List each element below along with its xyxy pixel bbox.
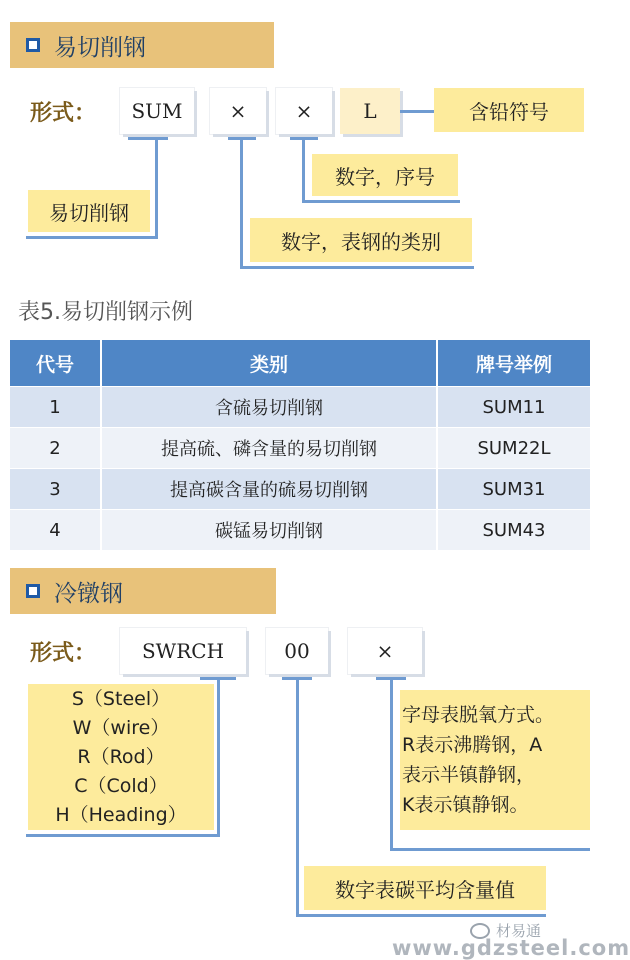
cell-code: 1 xyxy=(10,387,101,428)
code-box-x2: × xyxy=(276,88,332,134)
cell-grade: SUM31 xyxy=(437,469,590,510)
section-title: 冷镦钢 xyxy=(54,580,123,607)
section-title: 易切削钢 xyxy=(54,34,146,61)
connector-line xyxy=(26,236,158,239)
table-header-row xyxy=(10,340,590,387)
section-header-free-cutting-steel xyxy=(10,22,274,68)
cell-grade: SUM43 xyxy=(437,510,590,551)
table-row xyxy=(10,469,590,510)
table-row xyxy=(10,510,590,551)
form-label: 形式： xyxy=(30,641,97,666)
cell-code: 4 xyxy=(10,510,101,551)
cell-code: 2 xyxy=(10,428,101,469)
deoxidation-line: K表示镇静钢。 xyxy=(402,794,529,816)
note-steel-name: 易切削钢 xyxy=(28,190,150,232)
connector-line xyxy=(390,677,393,851)
connector-line xyxy=(302,200,460,203)
watermark-url: www.gdzsteel.com xyxy=(392,936,630,960)
note-deoxidation xyxy=(400,690,590,830)
connector-line xyxy=(302,137,305,203)
connector-line xyxy=(390,848,590,851)
table-row xyxy=(10,387,590,428)
deoxidation-line: R表示沸腾钢，A xyxy=(402,734,543,756)
code-box-x1: × xyxy=(210,88,266,134)
connector-line xyxy=(240,266,474,269)
cell-code: 3 xyxy=(10,469,101,510)
deoxidation-line: 表示半镇静钢， xyxy=(402,764,536,786)
note-lead-symbol: 含铅符号 xyxy=(434,88,584,132)
box-underline xyxy=(128,137,168,140)
cell-category: 提高硫、磷含量的易切削钢 xyxy=(101,428,437,469)
form-label: 形式： xyxy=(30,101,97,126)
cell-grade: SUM22L xyxy=(437,428,590,469)
code-box-swrch: SWRCH xyxy=(120,628,246,674)
header-code: 代号 xyxy=(10,340,101,387)
note-letters xyxy=(28,684,214,830)
cell-category: 提高碳含量的硫易切削钢 xyxy=(101,469,437,510)
section-header-cold-heading-steel xyxy=(10,568,276,614)
connector-line xyxy=(217,677,220,837)
square-bullet-icon xyxy=(26,584,40,598)
letter-w: W（wire） xyxy=(72,716,170,739)
note-carbon-content: 数字表碳平均含量值 xyxy=(304,866,546,910)
letter-h: H（Heading） xyxy=(55,803,187,826)
letter-s: S（Steel） xyxy=(71,687,171,710)
connector-line xyxy=(296,677,299,917)
table-caption: 表5.易切削钢示例 xyxy=(18,300,193,325)
note-category: 数字，表钢的类别 xyxy=(250,218,472,262)
cell-grade: SUM11 xyxy=(437,387,590,428)
code-box-00: 00 xyxy=(266,628,328,674)
cell-category: 含硫易切削钢 xyxy=(101,387,437,428)
header-category: 类别 xyxy=(101,340,437,387)
watermark-brand: 材易通 xyxy=(496,922,542,940)
connector-line xyxy=(26,834,220,837)
letter-c: C（Cold） xyxy=(74,774,168,797)
code-box-sum: SUM xyxy=(120,88,194,134)
header-grade-example: 牌号举例 xyxy=(437,340,590,387)
letter-r: R（Rod） xyxy=(77,745,165,768)
connector-line xyxy=(296,914,546,917)
cell-category: 碳锰易切削钢 xyxy=(101,510,437,551)
note-sequence: 数字，序号 xyxy=(312,154,458,196)
code-box-l: L xyxy=(340,88,400,134)
table-row xyxy=(10,428,590,469)
code-box-x: × xyxy=(348,628,422,674)
connector-line xyxy=(240,137,243,269)
square-bullet-icon xyxy=(26,38,40,52)
free-cutting-steel-table xyxy=(10,340,590,550)
connector-line xyxy=(155,137,158,239)
deoxidation-line: 字母表脱氧方式。 xyxy=(402,704,555,726)
connector-line xyxy=(400,110,434,113)
